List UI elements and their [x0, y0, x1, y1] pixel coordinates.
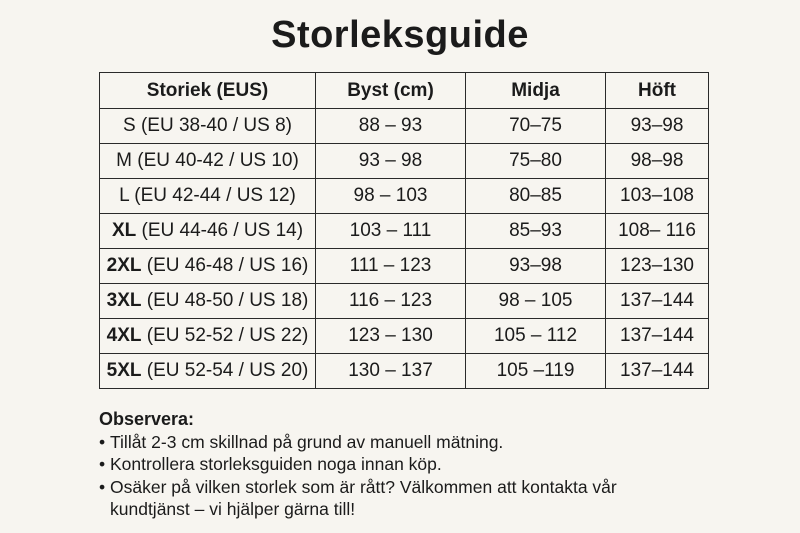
size-range: (EU 52-52 / US 22): [141, 325, 309, 346]
bust-cell: 123 – 130: [316, 319, 466, 354]
waist-cell: 98 – 105: [466, 284, 606, 319]
size-code: 3XL: [106, 290, 142, 311]
table-row: [100, 319, 709, 354]
table-row: [100, 249, 709, 284]
size-range: L (EU 42-44 / US 12): [119, 185, 296, 206]
waist-cell: 85–93: [466, 214, 606, 249]
note-item: [99, 476, 699, 521]
notes-heading: Observera:: [99, 409, 195, 429]
header-size: Storiek (EUS): [100, 73, 316, 109]
note-item: [99, 453, 699, 476]
bust-cell: 130 – 137: [316, 354, 466, 389]
notes-list: [99, 431, 699, 521]
table-header-row: [100, 73, 709, 109]
bust-cell: 93 – 98: [316, 144, 466, 179]
table-row: [100, 109, 709, 144]
waist-cell: 105 – 112: [466, 319, 606, 354]
table-row: [100, 354, 709, 389]
size-cell: [100, 144, 316, 179]
size-cell: [100, 109, 316, 144]
size-cell: [100, 249, 316, 284]
size-range: (EU 52-54 / US 20): [141, 360, 309, 381]
hip-cell: 137–144: [606, 354, 709, 389]
note-text: Tillåt 2-3 cm skillnad på grund av manuell mätning.: [110, 431, 504, 452]
notes-section: [99, 408, 699, 521]
header-bust: Byst (cm): [316, 73, 466, 109]
hip-cell: 98–98: [606, 144, 709, 179]
bust-cell: 98 – 103: [316, 179, 466, 214]
waist-cell: 75–80: [466, 144, 606, 179]
table-row: [100, 179, 709, 214]
size-guide-table: [99, 72, 709, 389]
size-cell: [100, 284, 316, 319]
waist-cell: 93–98: [466, 249, 606, 284]
size-cell: [100, 354, 316, 389]
bust-cell: 103 – 111: [316, 214, 466, 249]
hip-cell: 137–144: [606, 319, 709, 354]
size-range: (EU 48-50 / US 18): [141, 290, 309, 311]
bullet-icon: •: [99, 431, 106, 452]
note-text: Osäker på vilken storlek som är rått? Välkommen att kontakta vår kundtjänst – vi hjälper gärna till!: [110, 476, 617, 519]
size-code: 4XL: [106, 325, 142, 346]
hip-cell: 108– 116: [606, 214, 709, 249]
size-range: (EU 46-48 / US 16): [141, 255, 309, 276]
waist-cell: 70–75: [466, 109, 606, 144]
note-item: [99, 431, 699, 454]
waist-cell: 105 –119: [466, 354, 606, 389]
size-code: 5XL: [106, 360, 142, 381]
hip-cell: 123–130: [606, 249, 709, 284]
size-code: XL: [111, 220, 137, 241]
size-cell: [100, 319, 316, 354]
bust-cell: 88 – 93: [316, 109, 466, 144]
size-cell: [100, 179, 316, 214]
size-range: S (EU 38-40 / US 8): [123, 115, 292, 136]
size-range: (EU 44-46 / US 14): [136, 220, 304, 241]
table-row: [100, 214, 709, 249]
size-cell: [100, 214, 316, 249]
page-title: Storleksguide: [271, 14, 529, 56]
hip-cell: 93–98: [606, 109, 709, 144]
bullet-icon: •: [99, 476, 106, 497]
bust-cell: 116 – 123: [316, 284, 466, 319]
bullet-icon: •: [99, 454, 106, 474]
header-hip: Höft: [606, 73, 709, 109]
note-text: Kontrollera storleksguiden noga innan köp.: [110, 454, 442, 474]
bust-cell: 111 – 123: [316, 249, 466, 284]
table-row: [100, 284, 709, 319]
size-range: M (EU 40-42 / US 10): [116, 150, 299, 171]
table-row: [100, 144, 709, 179]
waist-cell: 80–85: [466, 179, 606, 214]
size-code: 2XL: [106, 255, 142, 276]
header-waist: Midja: [466, 73, 606, 109]
hip-cell: 103–108: [606, 179, 709, 214]
hip-cell: 137–144: [606, 284, 709, 319]
